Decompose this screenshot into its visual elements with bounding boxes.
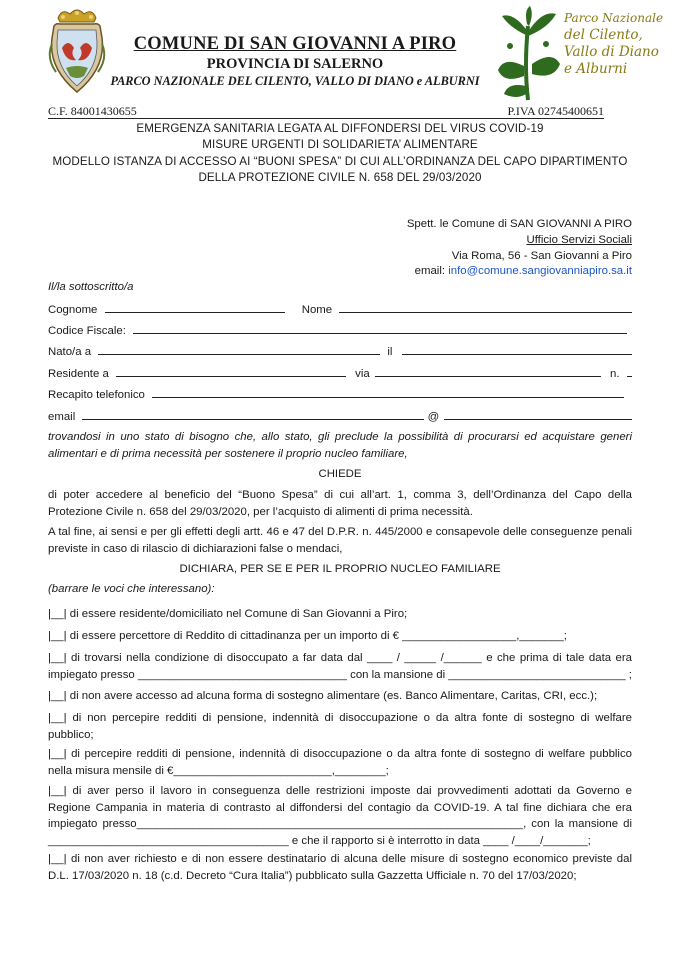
birthplace-field[interactable] [98,344,380,355]
il-label: il [387,346,393,358]
tax-id-row [48,104,604,119]
declaration-item[interactable]: |__| di essere residente/domiciliato nel Comune di San Giovanni a Piro; [48,608,408,620]
park-logo [494,6,662,102]
at-sign: @ [427,411,440,423]
municipal-crest-icon [48,8,106,96]
addressee-email-row [415,265,632,277]
email-label: email: [414,265,449,277]
nome-field[interactable] [339,302,632,313]
telefono-label: Recapito telefonico [48,389,145,401]
instructions: (barrare le voci che interessano): [48,583,215,595]
email-field-label: email [48,411,76,423]
condition-paragraph: trovandosi in uno stato di bisogno che, allo stato, gli preclude la possibilità di procurarsi ed acquistare generi alimentari e di prima necessità per sostenere il proprio nucleo familiare, [48,431,632,460]
vat-number: P.IVA 02745400651 [507,104,604,118]
codice-fiscale-field[interactable] [133,323,627,334]
declaration-item[interactable]: |__| di aver perso il lavoro in conseguenza delle restrizioni imposte dai provvedimenti adottati da Governo e Regione Campania in materia di contrasto al diffondersi del contagio da COVID-19. A tal fine dichiara che era impiegato presso_____________________________________________________________, con la mansione di ______________________________________ e che il rapporto si è interrotto in data ____ /____/_______; [48,785,632,847]
logo-text-line: e Alburni [564,61,628,77]
subject-line: EMERGENZA SANITARIA LEGATA AL DIFFONDERSI DEL VIRUS COVID-19 [136,122,544,135]
logo-text-line: Vallo di Diano [564,44,659,60]
declaration-item[interactable]: |__| di percepire redditi di pensione, indennità di disoccupazione o da altra fonte di sostegno di welfare pubblico nella misura mensile di €_________________________,________; [48,748,632,777]
cognome-label: Cognome [48,304,98,316]
addressee-address: Via Roma, 56 - San Giovanni a Piro [451,250,632,262]
declaration-item[interactable]: |__| di non percepire redditi di pensione, indennità di disoccupazione o da altra fonte di sostegno di welfare pubblico; [48,712,632,741]
declaration-item[interactable]: |__| di essere percettore di Reddito di cittadinanza per un importo di € __________________,_______; [48,630,567,642]
codice-fiscale-label: Codice Fiscale: [48,325,126,337]
logo-text-line: del Cilento, [564,27,643,43]
row-nascita [48,344,632,358]
declaration-item[interactable]: |__| di non avere accesso ad alcuna forma di sostegno alimentare (es. Banco Alimentare, Caritas, CRI, ecc.); [48,690,598,702]
nome-label: Nome [301,304,333,316]
nato-label: Nato/a a [48,346,92,358]
province-name: PROVINCIA DI SALERNO [206,56,384,72]
fiscal-code: C.F. 84001430655 [48,104,137,118]
park-subtitle: PARCO NAZIONALE DEL CILENTO, VALLO DI DIANO e ALBURNI [110,74,480,88]
subject-line: MODELLO ISTANZA DI ACCESSO AI “BUONI SPESA” DI CUI ALL’ORDINANZA DEL CAPO DIPARTIMENTO [52,155,628,168]
row-cognome-nome [48,302,632,316]
subject-line: MISURE URGENTI DI SOLIDARIETA’ ALIMENTARE [202,138,478,151]
chiede-heading: CHIEDE [318,468,362,480]
email-user-field[interactable] [82,409,424,420]
row-email [48,409,632,423]
park-flower-icon [494,6,564,102]
phone-field[interactable] [152,387,624,398]
declaration-item[interactable]: |__| di non aver richiesto e di non essere destinatario di alcuna delle misure di sostegno economico previste dal D.L. 17/03/2020 n. 18 (c.d. Decreto “Cura Italia”) pubblicato sulla Gazzetta Ufficiale n. 70 del 17/03/2020; [48,853,632,882]
residence-field[interactable] [116,366,346,377]
dichiara-heading: DICHIARA, PER SE E PER IL PROPRIO NUCLEO FAMILIARE [179,563,501,575]
municipality-name: COMUNE DI SAN GIOVANNI A PIRO [133,34,457,54]
cognome-field[interactable] [105,302,285,313]
street-number-field[interactable] [627,366,632,377]
row-residenza [48,366,632,380]
request-paragraph: di poter accedere al beneficio del “Buono Spesa” di cui all’art. 1, comma 3, dell’Ordinanza del Capo della Protezione Civile n. 658 del 29/03/2020, per l’acquisto di alimenti di prima necessità. [48,489,632,518]
residente-label: Residente a [48,368,109,380]
birthdate-field[interactable] [402,344,632,355]
awareness-paragraph: A tal fine, ai sensi e per gli effetti degli artt. 46 e 47 del D.P.R. n. 445/2000 e consapevole delle conseguenze penali previste in caso di rilascio di dichiarazioni false o mendaci, [48,526,632,555]
subject-line: DELLA PROTEZIONE CIVILE N. 658 DEL 29/03/2020 [198,171,482,184]
addressee-line: Spett. le Comune di SAN GIOVANNI A PIRO [406,218,632,230]
email-domain-field[interactable] [444,409,632,420]
logo-text-line: Parco Nazionale [564,11,664,25]
number-label: n. [610,368,620,380]
declaration-item[interactable]: |__| di trovarsi nella condizione di disoccupato a far data dal ____ / _____ /______ e che prima di tale data era impiegato presso _________________________________ con la mansione di ____________________________ ; [48,652,632,681]
form-intro: Il/la sottoscritto/a [48,281,134,293]
email-link[interactable]: info@comune.sangiovanniapiro.sa.it [448,265,632,277]
via-label: via [355,368,370,380]
row-telefono [48,387,632,401]
row-codice-fiscale [48,323,632,337]
addressee-office: Ufficio Servizi Sociali [526,234,632,246]
street-field[interactable] [375,366,601,377]
